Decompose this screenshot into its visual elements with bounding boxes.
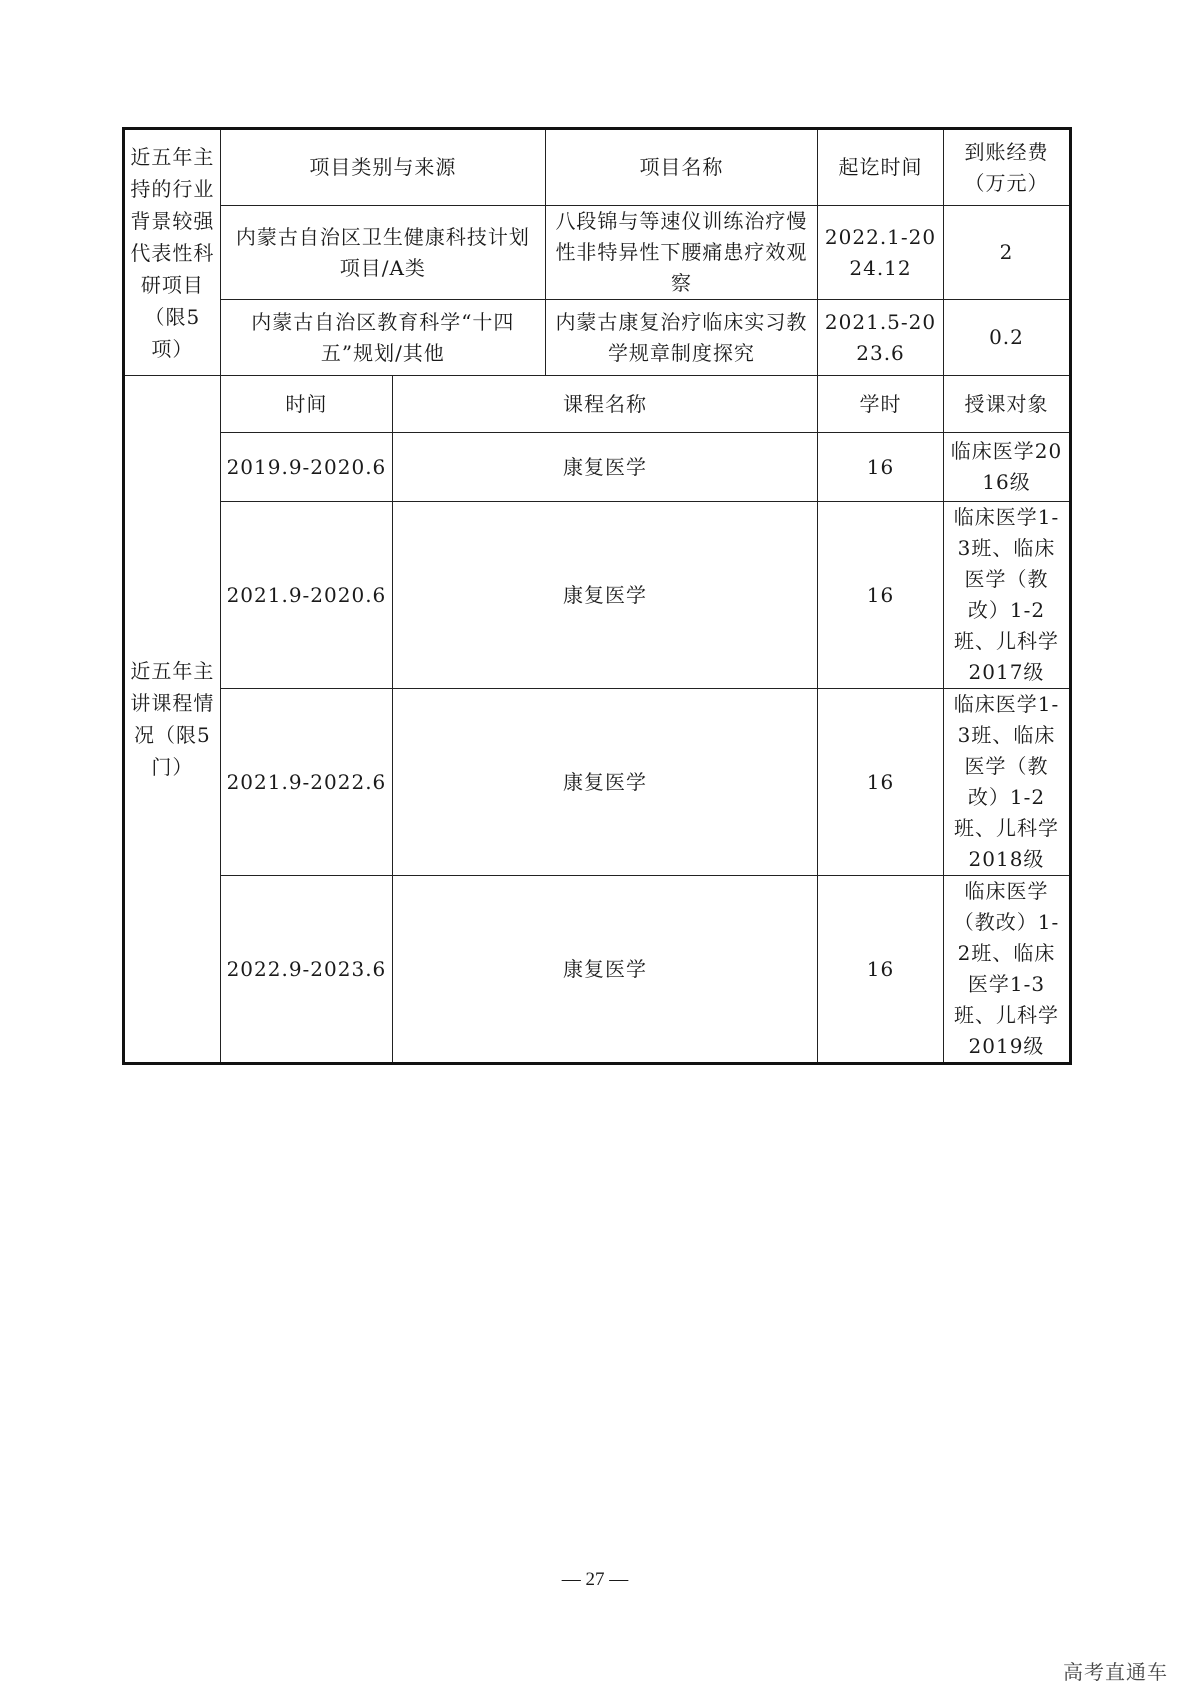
research-period: 2022.1-2024.12 (818, 206, 944, 300)
course-hours: 16 (818, 433, 944, 502)
research-name: 内蒙古康复治疗临床实习教学规章制度探究 (545, 300, 817, 376)
course-hours: 16 (818, 689, 944, 876)
course-row (124, 689, 1071, 876)
course-name: 康复医学 (393, 689, 818, 876)
course-row-header: 近五年主讲课程情况（限5门） (124, 376, 221, 1064)
course-target: 临床医学1-3班、临床医学（教改）1-2班、儿科学2017级 (943, 502, 1070, 689)
course-row (124, 876, 1071, 1064)
course-time: 2022.9-2023.6 (220, 876, 392, 1064)
course-row (124, 502, 1071, 689)
research-header-funding: 到账经费（万元） (943, 129, 1070, 206)
research-row (124, 300, 1071, 376)
course-header-name: 课程名称 (393, 376, 818, 433)
course-row (124, 433, 1071, 502)
course-hours: 16 (818, 502, 944, 689)
course-name: 康复医学 (393, 876, 818, 1064)
course-time: 2021.9-2020.6 (220, 502, 392, 689)
course-time: 2021.9-2022.6 (220, 689, 392, 876)
research-row (124, 206, 1071, 300)
course-target: 临床医学（教改）1-2班、临床医学1-3班、儿科学2019级 (943, 876, 1070, 1064)
research-header-name: 项目名称 (545, 129, 817, 206)
research-header-source: 项目类别与来源 (220, 129, 545, 206)
course-header-time: 时间 (220, 376, 392, 433)
research-source: 内蒙古自治区卫生健康科技计划项目/A类 (220, 206, 545, 300)
page-number: — 27 — (561, 1569, 629, 1590)
course-header-target: 授课对象 (943, 376, 1070, 433)
research-funding: 0.2 (943, 300, 1070, 376)
course-name: 康复医学 (393, 502, 818, 689)
course-time: 2019.9-2020.6 (220, 433, 392, 502)
research-name: 八段锦与等速仪训练治疗慢性非特异性下腰痛患疗效观察 (545, 206, 817, 300)
research-funding: 2 (943, 206, 1070, 300)
course-target: 临床医学2016级 (943, 433, 1070, 502)
research-row-header: 近五年主持的行业背景较强代表性科研项目（限5项） (124, 129, 221, 376)
projects-courses-table (122, 127, 1072, 1065)
course-name: 康复医学 (393, 433, 818, 502)
research-source: 内蒙古自治区教育科学“十四五”规划/其他 (220, 300, 545, 376)
course-header-hours: 学时 (818, 376, 944, 433)
research-period: 2021.5-2023.6 (818, 300, 944, 376)
research-header-row (124, 129, 1071, 206)
course-hours: 16 (818, 876, 944, 1064)
course-target: 临床医学1-3班、临床医学（教改）1-2班、儿科学2018级 (943, 689, 1070, 876)
research-header-period: 起讫时间 (818, 129, 944, 206)
course-header-row (124, 376, 1071, 433)
watermark-text: 高考直通车 (1063, 1660, 1168, 1684)
